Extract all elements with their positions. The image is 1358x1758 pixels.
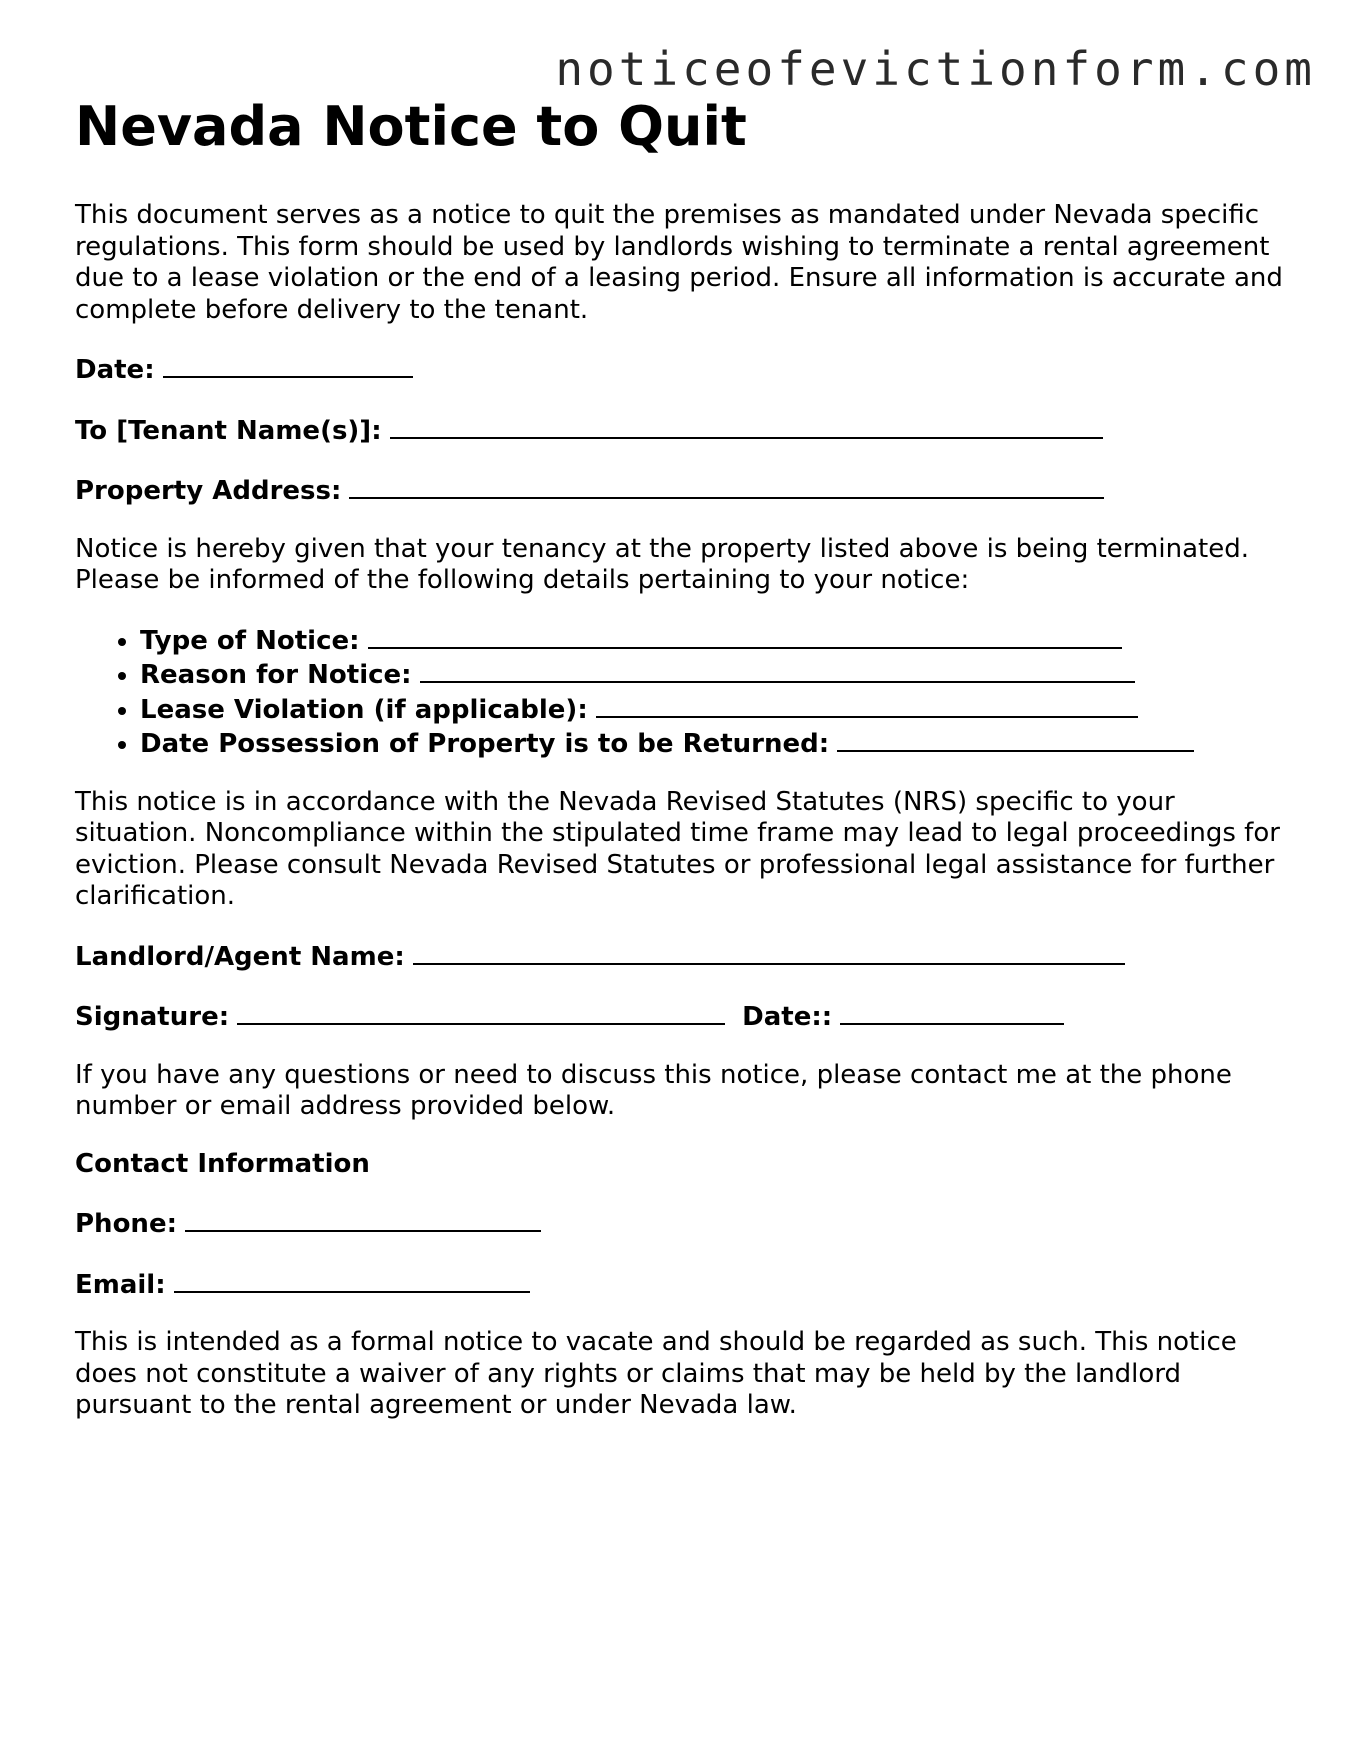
possession-date-label: Date Possession of Property is to be Returned:	[140, 729, 830, 759]
phone-blank[interactable]	[185, 1206, 541, 1232]
signature-label: Signature:	[75, 1002, 230, 1032]
email-label: Email:	[75, 1269, 166, 1300]
landlord-field	[75, 939, 1295, 974]
date-field	[75, 352, 1295, 387]
landlord-label: Landlord/Agent Name:	[75, 941, 405, 972]
lease-violation-blank[interactable]	[596, 692, 1138, 718]
phone-field	[75, 1206, 1295, 1241]
phone-label: Phone:	[75, 1209, 177, 1239]
reason-label: Reason for Notice:	[140, 660, 412, 690]
email-field	[75, 1267, 1295, 1302]
list-item	[140, 657, 1295, 692]
tenant-field	[75, 413, 1295, 448]
tenant-blank[interactable]	[390, 413, 1103, 439]
signature-date-label: Date::	[742, 1002, 833, 1032]
list-item	[140, 623, 1295, 658]
type-of-notice-blank[interactable]	[368, 623, 1122, 649]
type-of-notice-label: Type of Notice:	[140, 625, 360, 656]
notice-paragraph: Notice is hereby given that your tenancy at the property listed above is being terminated. Please be informed of the following details pertaining to your notice:	[75, 533, 1249, 595]
landlord-blank[interactable]	[413, 939, 1125, 965]
reason-blank[interactable]	[420, 657, 1135, 683]
intro-paragraph: This document serves as a notice to quit the premises as mandated under Nevada specific regulations. This form should be used by landlords wishing to terminate a rental agreement due to a lease violation or the end of a leasing period. Ensure all information is accurate and complete before delivery to the tenant.	[75, 200, 1283, 325]
email-blank[interactable]	[174, 1267, 530, 1293]
lease-violation-label: Lease Violation (if applicable):	[140, 694, 588, 725]
list-item	[140, 726, 1295, 761]
date-label: Date:	[75, 355, 155, 385]
contact-heading: Contact Information	[75, 1148, 370, 1179]
closing-paragraph: This is intended as a formal notice to vacate and should be regarded as such. This notice does not constitute a waiver of any rights or claims that may be held by the landlord pursuant to the rental agreement or under Nevada law.	[75, 1327, 1237, 1420]
statute-paragraph: This notice is in accordance with the Nevada Revised Statutes (NRS) specific to your situation. Noncompliance within the stipulated time frame may lead to legal proceedings for eviction. Please consult Nevada Revised Statutes or professional legal assistance for further clarification.	[75, 786, 1280, 911]
property-address-label: Property Address:	[75, 476, 342, 506]
property-address-field	[75, 473, 1295, 508]
signature-blank[interactable]	[237, 999, 725, 1025]
possession-date-blank[interactable]	[837, 726, 1194, 752]
notice-details-list	[75, 623, 1295, 761]
signature-field	[75, 999, 1295, 1034]
document-body	[75, 94, 1295, 1422]
page-title: Nevada Notice to Quit	[75, 95, 747, 158]
date-blank[interactable]	[163, 352, 413, 378]
property-address-blank[interactable]	[349, 473, 1104, 499]
site-watermark: noticeofevictionform.com	[555, 42, 1316, 96]
signature-date-blank[interactable]	[840, 999, 1064, 1025]
list-item	[140, 692, 1295, 727]
questions-paragraph: If you have any questions or need to discuss this notice, please contact me at the phone number or email address provided below.	[75, 1059, 1232, 1121]
tenant-label: To [Tenant Name(s)]:	[75, 415, 382, 446]
